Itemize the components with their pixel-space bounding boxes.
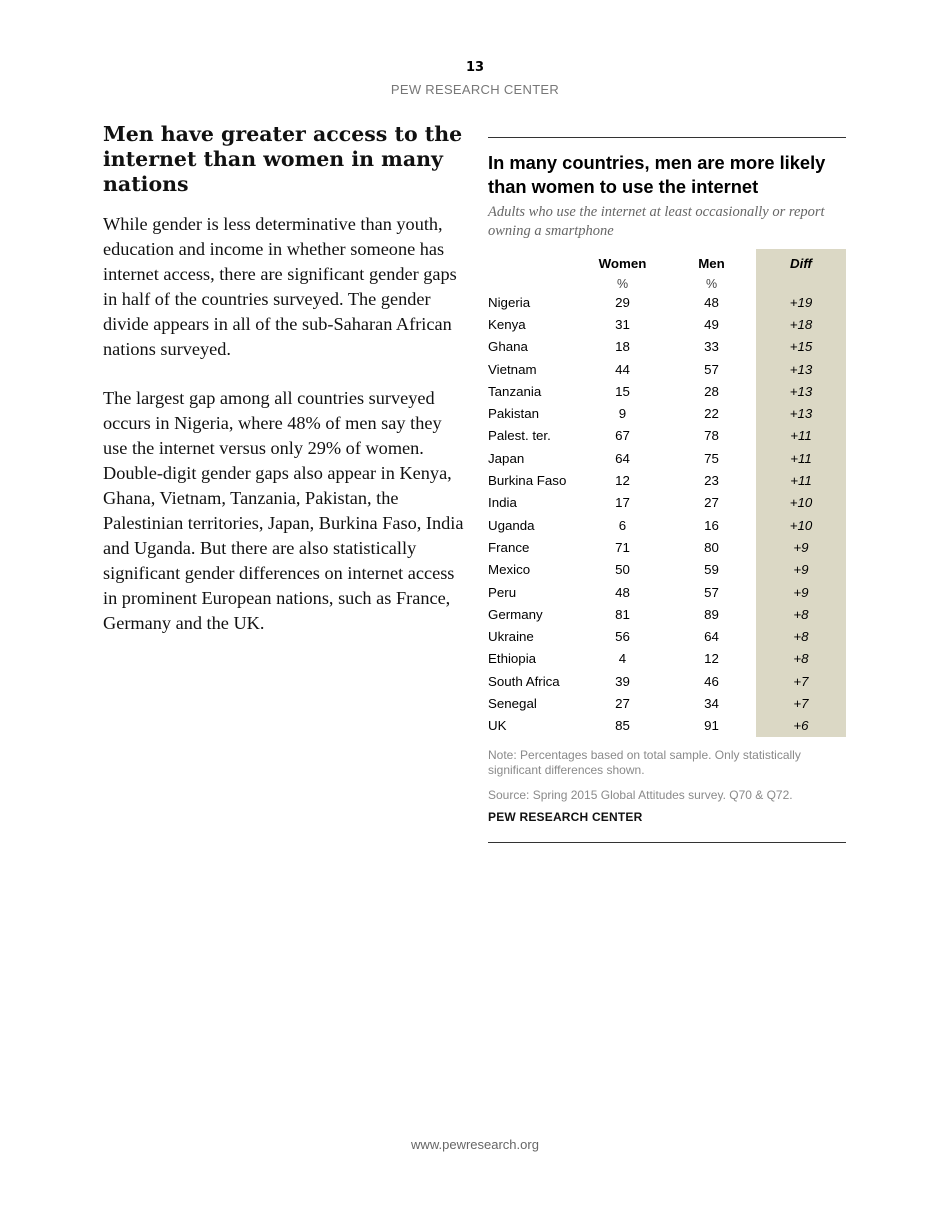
chart-credit: PEW RESEARCH CENTER	[488, 810, 643, 825]
bottom-divider	[488, 842, 846, 843]
unit-men: %	[705, 277, 718, 291]
country-cell: South Africa	[488, 673, 560, 689]
diff-value: +18	[756, 313, 846, 335]
country-cell: Peru	[488, 584, 517, 600]
diff-value: +8	[756, 648, 846, 670]
country-cell: Ukraine	[488, 629, 534, 645]
country-cell: Senegal	[488, 695, 537, 711]
country-cell: Japan	[488, 450, 525, 466]
article-paragraph: The largest gap among all countries surveyed occurs in Nigeria, where 48% of men say they use the internet versus only 29% of women. Double-digit gender gaps also appear in Kenya, Ghana, Vietnam, Tanzania, Pakistan, the Palestinian territories, Japan, Burkina Faso, India and Uganda. But there are also statistically significant gender differences on internet access in prominent European nations, such as France, Germany and the UK.	[103, 388, 464, 633]
diff-value: +13	[756, 358, 846, 380]
women-value: 50	[615, 562, 630, 578]
diff-value: +6	[756, 715, 846, 737]
table-row	[488, 648, 846, 670]
table-row	[488, 715, 846, 737]
women-value: 81	[615, 606, 630, 622]
men-value: 57	[704, 584, 719, 600]
men-value: 12	[704, 651, 719, 667]
diff-value: +11	[756, 447, 846, 469]
diff-value: +13	[756, 380, 846, 402]
women-value: 12	[615, 473, 630, 489]
diff-value: +8	[756, 603, 846, 625]
table-row	[488, 692, 846, 714]
article-column	[103, 122, 465, 661]
men-value: 28	[704, 383, 719, 399]
table-header-row	[488, 249, 846, 277]
header-country	[488, 249, 578, 277]
men-value: 80	[704, 539, 719, 555]
women-value: 17	[615, 495, 630, 511]
unit-diff	[756, 277, 846, 291]
men-value: 27	[704, 495, 719, 511]
table-row	[488, 425, 846, 447]
women-value: 48	[615, 584, 630, 600]
country-cell: Kenya	[488, 316, 526, 332]
men-value: 59	[704, 562, 719, 578]
women-value: 15	[615, 383, 630, 399]
country-cell: Ghana	[488, 339, 528, 355]
women-value: 27	[615, 695, 630, 711]
country-cell: Palest. ter.	[488, 428, 551, 444]
men-value: 75	[704, 450, 719, 466]
country-cell: Ethiopia	[488, 651, 537, 667]
women-value: 85	[615, 718, 630, 734]
diff-value: +10	[756, 514, 846, 536]
chart-subtitle: Adults who use the internet at least occasionally or report owning a smartphone	[488, 204, 825, 239]
table-row	[488, 514, 846, 536]
women-value: 31	[615, 316, 630, 332]
diff-value: +7	[756, 692, 846, 714]
country-cell: Nigeria	[488, 294, 531, 310]
women-value: 64	[615, 450, 630, 466]
women-value: 29	[615, 294, 630, 310]
country-cell: Burkina Faso	[488, 473, 567, 489]
table-row	[488, 358, 846, 380]
women-value: 9	[618, 406, 627, 422]
diff-value: +11	[756, 469, 846, 491]
men-value: 89	[704, 606, 719, 622]
women-value: 56	[615, 629, 630, 645]
women-value: 18	[615, 339, 630, 355]
men-value: 57	[704, 361, 719, 377]
diff-value: +9	[756, 536, 846, 558]
women-value: 39	[615, 673, 630, 689]
diff-value: +9	[756, 559, 846, 581]
table-row	[488, 291, 846, 313]
women-value: 44	[615, 361, 630, 377]
men-value: 48	[704, 294, 719, 310]
table-row	[488, 380, 846, 402]
men-value: 16	[704, 517, 719, 533]
table-row	[488, 402, 846, 424]
diff-value: +9	[756, 581, 846, 603]
men-value: 91	[704, 718, 719, 734]
country-cell: India	[488, 495, 517, 511]
men-value: 49	[704, 316, 719, 332]
table-row	[488, 603, 846, 625]
table-row	[488, 447, 846, 469]
diff-value: +11	[756, 425, 846, 447]
unit-women: %	[616, 277, 629, 291]
top-divider	[488, 137, 846, 138]
chart-panel	[488, 137, 846, 843]
men-value: 33	[704, 339, 719, 355]
country-cell: Uganda	[488, 517, 535, 533]
table-row	[488, 559, 846, 581]
women-value: 67	[615, 428, 630, 444]
chart-title: In many countries, men are more likely than women to use the internet	[488, 152, 826, 197]
page-number: 13	[465, 60, 485, 75]
table-row	[488, 469, 846, 491]
men-value: 46	[704, 673, 719, 689]
country-cell: Pakistan	[488, 406, 539, 422]
men-value: 64	[704, 629, 719, 645]
men-value: 34	[704, 695, 719, 711]
country-cell: Tanzania	[488, 383, 542, 399]
country-cell: Mexico	[488, 562, 531, 578]
header-women: Women	[598, 255, 647, 271]
diff-value: +7	[756, 670, 846, 692]
diff-value: +19	[756, 291, 846, 313]
country-cell: Germany	[488, 606, 543, 622]
table-row	[488, 492, 846, 514]
table-unit-row	[488, 277, 846, 291]
country-cell: Vietnam	[488, 361, 537, 377]
table-row	[488, 625, 846, 647]
table-row	[488, 670, 846, 692]
article-headline: Men have greater access to the internet than women in many nations	[103, 122, 463, 196]
diff-value: +10	[756, 492, 846, 514]
diff-value: +8	[756, 625, 846, 647]
country-cell: France	[488, 539, 530, 555]
chart-note: Note: Percentages based on total sample. Only statistically significant differences shown.	[488, 747, 801, 778]
table-row	[488, 581, 846, 603]
women-value: 71	[615, 539, 630, 555]
diff-value: +15	[756, 336, 846, 358]
data-table	[488, 249, 846, 737]
women-value: 4	[618, 651, 627, 667]
article-paragraph: While gender is less determinative than youth, education and income in whether someone has internet access, there are significant gender gaps in half of the countries surveyed. The gender divide appears in all of the sub-Saharan African nations surveyed.	[103, 214, 457, 359]
table-row	[488, 536, 846, 558]
diff-value: +13	[756, 402, 846, 424]
men-value: 23	[704, 473, 719, 489]
header-men: Men	[698, 255, 725, 271]
country-cell: UK	[488, 718, 507, 734]
chart-source: Source: Spring 2015 Global Attitudes survey. Q70 & Q72.	[488, 787, 793, 802]
men-value: 78	[704, 428, 719, 444]
women-value: 6	[618, 517, 627, 533]
table-row	[488, 336, 846, 358]
men-value: 22	[704, 406, 719, 422]
table-row	[488, 313, 846, 335]
header-org-name: PEW RESEARCH CENTER	[390, 82, 560, 97]
unit-country	[488, 277, 578, 291]
footer-url: www.pewresearch.org	[411, 1137, 539, 1152]
header-diff: Diff	[756, 249, 846, 277]
